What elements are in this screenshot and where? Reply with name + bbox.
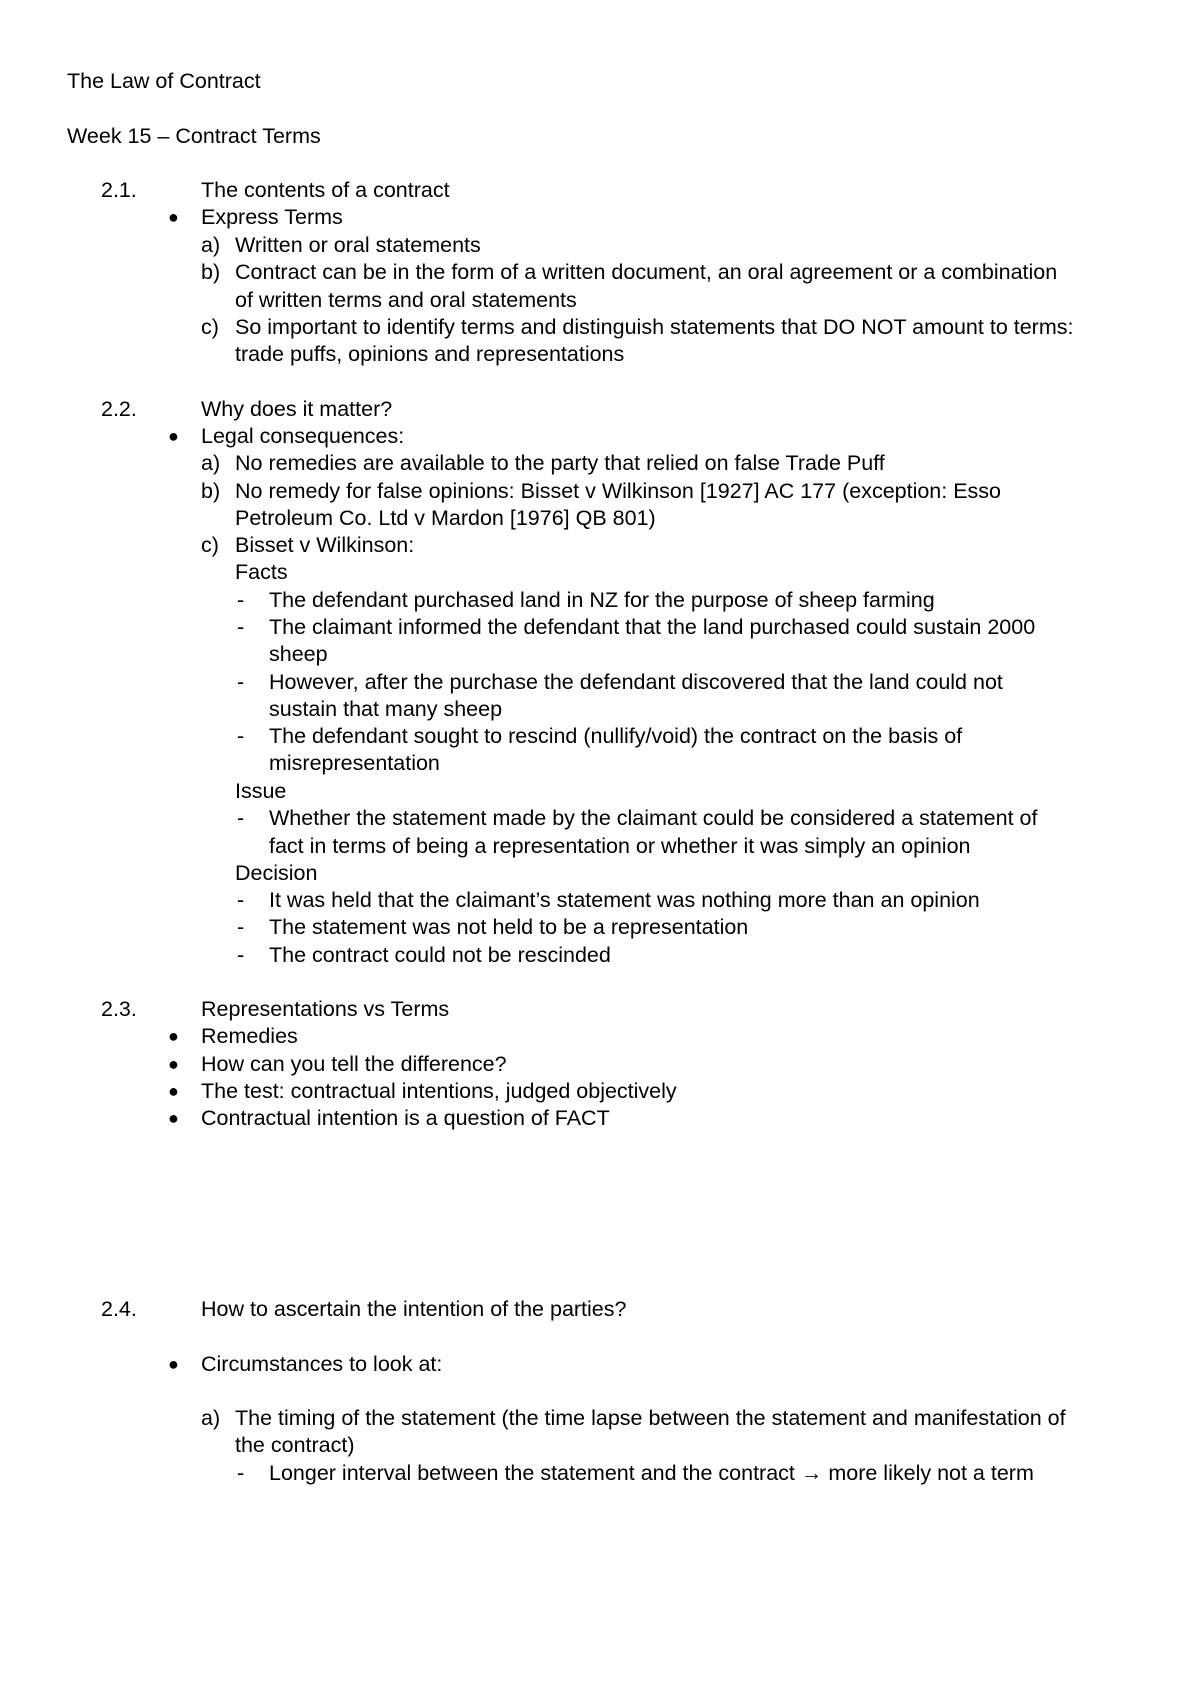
section-number: 2.2. (101, 397, 137, 421)
bullet-text: Legal consequences: (201, 424, 405, 448)
item-text-continued: the contract) (235, 1433, 355, 1457)
sub-dash-text-before: Longer interval between the statement and the contract (269, 1461, 801, 1485)
dash-icon: - (237, 670, 245, 694)
section-number: 2.3. (101, 997, 137, 1021)
decision-text: It was held that the claimant’s statement was nothing more than an opinion (269, 888, 980, 912)
bullet-icon: ● (168, 1081, 179, 1101)
bullet-icon: ● (168, 207, 179, 227)
bullet-text: Express Terms (201, 205, 343, 229)
sub-dash-text (269, 1459, 1034, 1487)
fact-text: The defendant sought to rescind (nullify/void) the contract on the basis of (269, 724, 963, 748)
item-marker: a) (201, 1406, 221, 1430)
item-marker: c) (201, 315, 219, 339)
bullet-icon: ● (168, 1108, 179, 1128)
document-subtitle: Week 15 – Contract Terms (67, 124, 321, 148)
section-heading: Why does it matter? (201, 397, 393, 421)
dash-icon: - (237, 915, 245, 939)
item-marker: b) (201, 479, 221, 503)
issue-text-continued: fact in terms of being a representation or whether it was simply an opinion (269, 834, 971, 858)
section-heading: Representations vs Terms (201, 997, 450, 1021)
fact-text-continued: misrepresentation (269, 751, 440, 775)
section-number: 2.1. (101, 178, 137, 202)
decision-label: Decision (235, 861, 318, 885)
decision-text: The statement was not held to be a representation (269, 915, 749, 939)
item-text: No remedy for false opinions: Bisset v Wilkinson [1927] AC 177 (exception: Esso (235, 479, 1002, 503)
arrow-right-icon: → (800, 1461, 823, 1485)
bullet-icon: ● (168, 1054, 179, 1074)
bullet-icon: ● (168, 1354, 179, 1374)
section-heading: The contents of a contract (201, 178, 450, 202)
bullet-text: The test: contractual intentions, judged objectively (201, 1079, 677, 1103)
item-text: Written or oral statements (235, 233, 481, 257)
item-marker: b) (201, 260, 221, 284)
issue-label: Issue (235, 779, 287, 803)
fact-text: The defendant purchased land in NZ for the purpose of sheep farming (269, 588, 935, 612)
bullet-icon: ● (168, 426, 179, 446)
item-text: No remedies are available to the party that relied on false Trade Puff (235, 451, 885, 475)
fact-text-continued: sustain that many sheep (269, 697, 503, 721)
section-number: 2.4. (101, 1297, 137, 1321)
document-title: The Law of Contract (67, 69, 261, 93)
section-heading: How to ascertain the intention of the parties? (201, 1297, 627, 1321)
dash-icon: - (237, 888, 245, 912)
item-text-continued: trade puffs, opinions and representations (235, 342, 625, 366)
item-marker: c) (201, 533, 219, 557)
issue-text: Whether the statement made by the claimant could be considered a statement of (269, 806, 1038, 830)
bullet-text: How can you tell the difference? (201, 1052, 507, 1076)
fact-text: However, after the purchase the defendant discovered that the land could not (269, 670, 1003, 694)
fact-text-continued: sheep (269, 642, 328, 666)
facts-label: Facts (235, 560, 288, 584)
dash-icon: - (237, 943, 245, 967)
item-text: The timing of the statement (the time lapse between the statement and manifestation of (235, 1406, 1066, 1430)
item-text: Contract can be in the form of a written document, an oral agreement or a combination (235, 260, 1058, 284)
decision-text: The contract could not be rescinded (269, 943, 611, 967)
item-marker: a) (201, 451, 221, 475)
item-text-continued: Petroleum Co. Ltd v Mardon [1976] QB 801) (235, 506, 656, 530)
item-text: Bisset v Wilkinson: (235, 533, 415, 557)
bullet-text: Contractual intention is a question of FACT (201, 1106, 610, 1130)
bullet-icon: ● (168, 1026, 179, 1046)
fact-text: The claimant informed the defendant that the land purchased could sustain 2000 (269, 615, 1036, 639)
dash-icon: - (237, 724, 245, 748)
item-text: So important to identify terms and distinguish statements that DO NOT amount to terms: (235, 315, 1074, 339)
dash-icon: - (237, 588, 245, 612)
dash-icon: - (237, 1461, 245, 1485)
sub-dash-text-after: more likely not a term (822, 1461, 1034, 1485)
dash-icon: - (237, 615, 245, 639)
dash-icon: - (237, 806, 245, 830)
item-text-continued: of written terms and oral statements (235, 288, 577, 312)
bullet-text: Remedies (201, 1024, 298, 1048)
bullet-text: Circumstances to look at: (201, 1352, 443, 1376)
item-marker: a) (201, 233, 221, 257)
